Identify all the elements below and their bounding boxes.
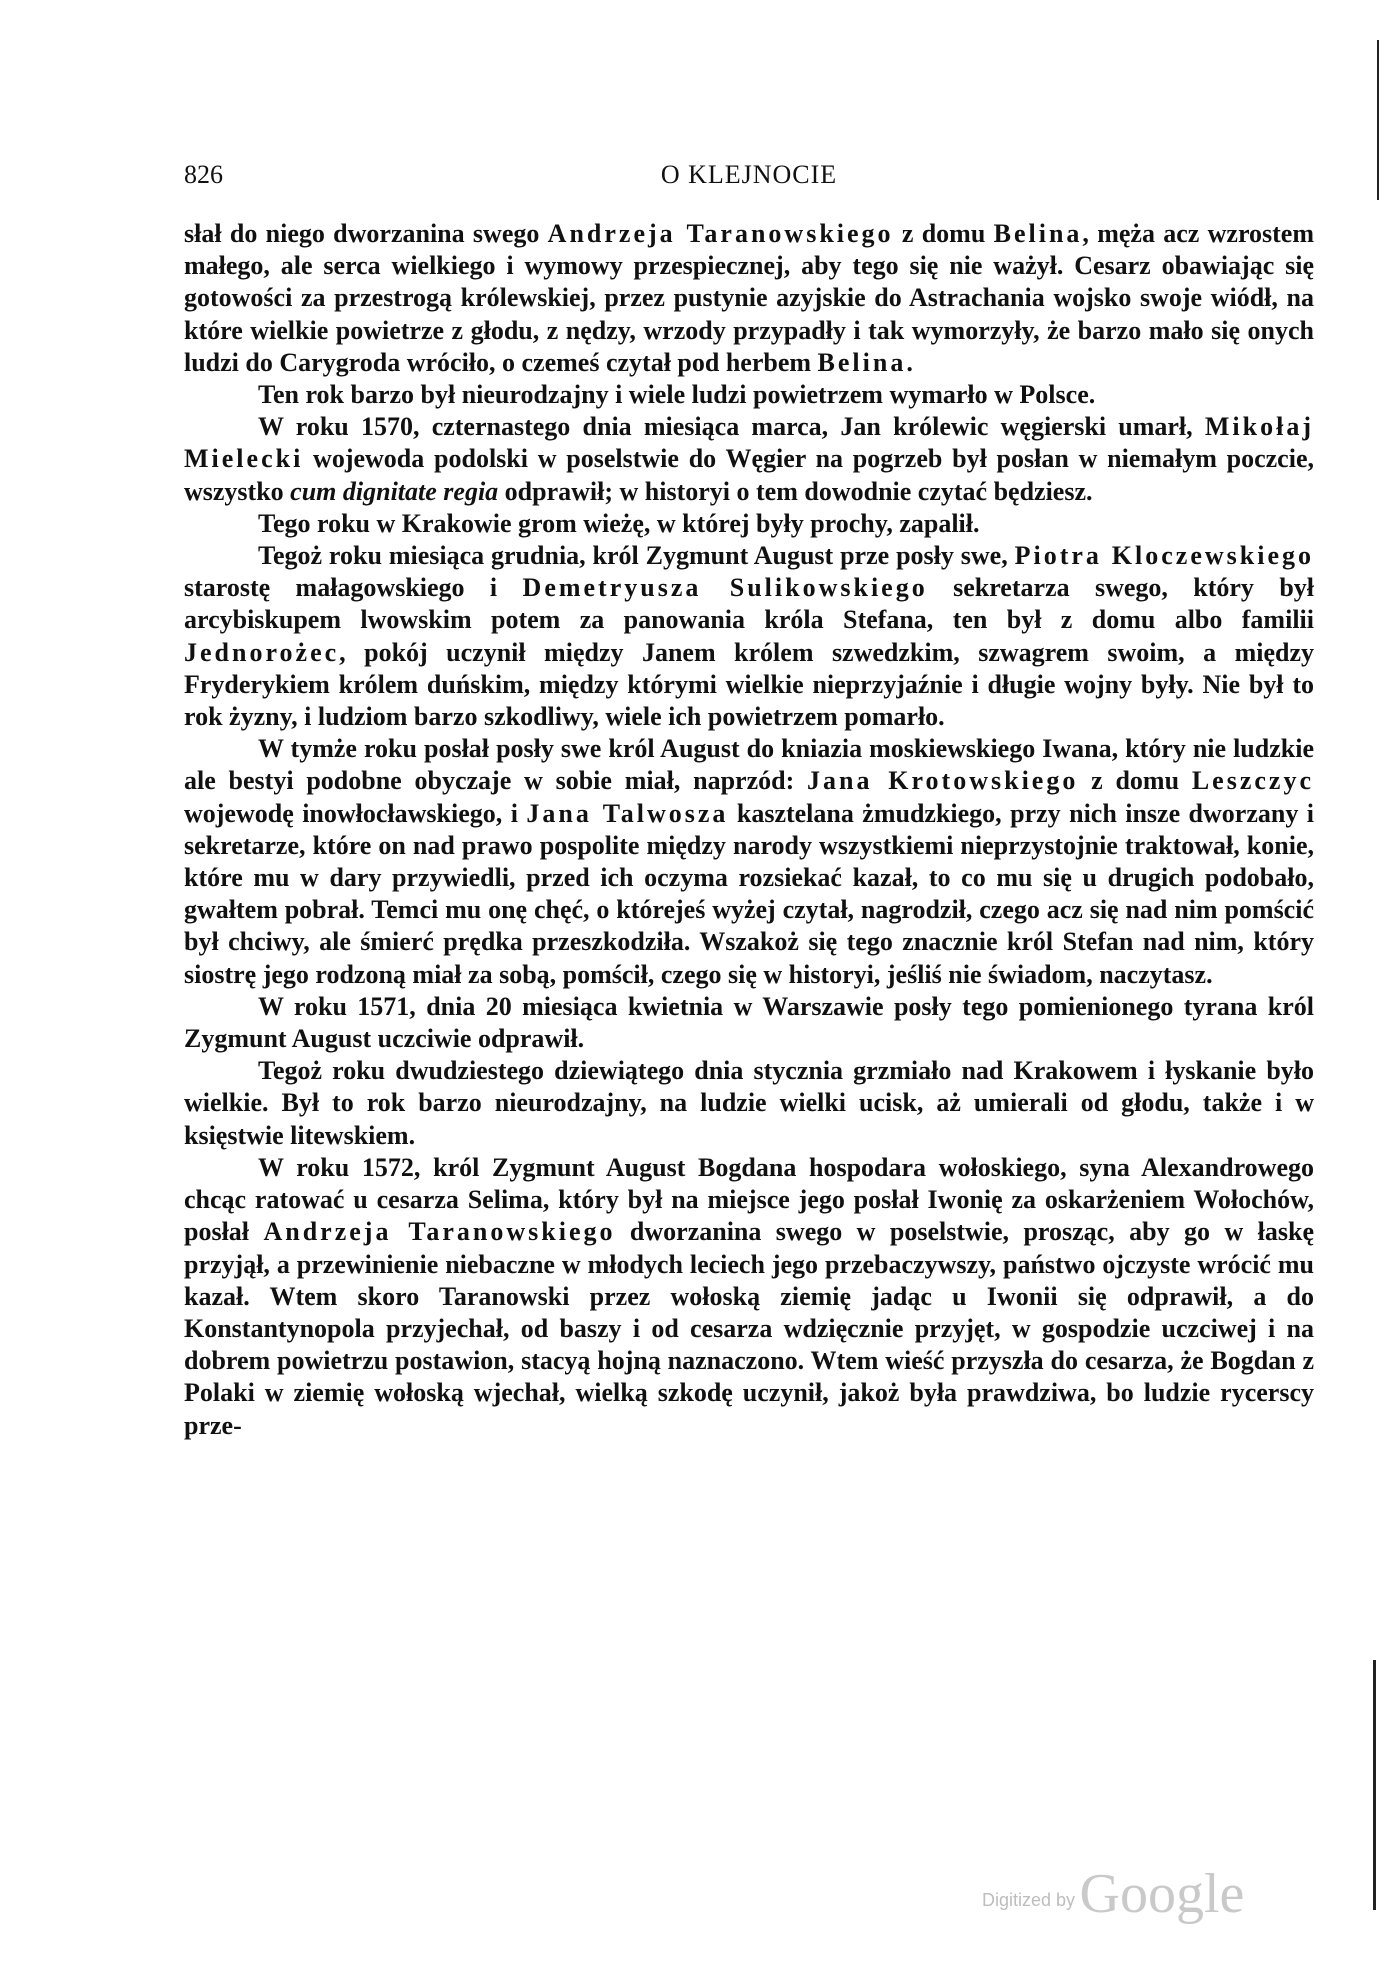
- paragraph: [184, 733, 1314, 991]
- digitized-by-watermark: [982, 1862, 1244, 1926]
- paragraph: [184, 379, 1314, 411]
- right-edge-mark-top: [1377, 40, 1379, 200]
- text-run: , męża acz wzrostem małego, ale serca wielkiego i wymowy przespiecznej, aby tego się nie ważył. Cesarz obawiając się gotowości za przestrogą królewskiej, przez pustynie azyjskie do Astrachania wojsko swoje wiódł, na które wielkie powietrze z głodu, z nędzy, wrzody przypadły i tak wymorzyły, że barzo mało się onych ludzi do Carygroda wróciło, o czemeś czytał pod herbem: [184, 219, 1314, 377]
- text-run: sekretarza swego, który był arcybiskupem lwowskim potem za panowania króla Stefana, ten był z domu albo familii: [184, 573, 1315, 635]
- right-edge-mark-bottom: [1373, 1660, 1376, 1910]
- body-text: [184, 218, 1314, 1442]
- spaced-name: Mikołaj Mielecki: [184, 412, 1314, 474]
- paragraph: [184, 508, 1314, 540]
- text-run: W roku 1572, król Zygmunt August Bogdana hospodara wołoskiego, syna Alexandrowego chcąc ratować u cesarza Selima, który był na miejsce jego posłał Iwonię za oskarżeniem Wołochów, posłał: [184, 1152, 1314, 1247]
- text-run: .: [906, 347, 913, 377]
- text-run: W tymże roku posłał posły swe król August do kniazia moskiewskiego Iwana, który nie ludzkie ale bestyi podobne obyczaje w sobie miał, naprzód:: [184, 734, 1314, 796]
- page-number: 826: [184, 160, 223, 189]
- text-run: dworzanina swego w poselstwie, prosząc, aby go w łaskę przyjął, a przewinienie niebaczne w młodych leciech jego przebaczywszy, państwo ojczyste wrócić mu kazał. Wtem skoro Taranowski przez wołoską ziemię jadąc u Iwonii się odprawił, a do Konstantynopola przyjechał, od baszy i od cesarza wdzięcznie przyjęt, w gospodzie uczciwej i na dobrem powietrzu postawion, stacyą hojną naznaczono. Wtem wieść przyszła do cesarza, że Bogdan z Polaki w ziemię wołoską wjechał, wielką szkodę uczynił, jakoż była prawdziwa, bo ludzie rycerscy prze-: [184, 1217, 1315, 1440]
- text-run: Tegoż roku dwudziestego dziewiątego dnia stycznia grzmiało nad Krakowem i łyskanie było wielkie. Był to rok barzo nieurodzajny, na ludzie wielki ucisk, aż umierali od głodu, także i w księstwie litewskiem.: [184, 1056, 1314, 1150]
- spaced-name: Andrzeja Taranowskiego: [263, 1217, 616, 1247]
- paragraph: [184, 991, 1314, 1055]
- spaced-name: Demetryusza Sulikowskiego: [522, 573, 928, 603]
- text-run: z domu: [893, 219, 994, 248]
- text-run: starostę małagowskiego i: [184, 573, 523, 603]
- google-logo: Google: [1079, 1863, 1245, 1925]
- text-run: W roku 1570, czternastego dnia miesiąca marca, Jan królewic węgierski umarł,: [258, 412, 1205, 442]
- text-run: Tego roku w Krakowie grom wieżę, w której były prochy, zapalił.: [258, 508, 980, 538]
- paragraph: [184, 411, 1314, 508]
- running-title: O KLEJNOCIE: [660, 160, 838, 189]
- digitized-by-label: Digitized by: [982, 1890, 1076, 1910]
- paragraph: [184, 540, 1314, 733]
- text-run: kasztelana żmudzkiego, przy nich insze dworzany i sekretarze, które on nad prawo pospolite między narody wszystkiemi nieprzystojnie traktował, konie, które mu w dary przywiedli, przed ich oczyma rozsiekać kazał, to co mu się u drugich podobało, gwałtem pobrał. Temci mu onę chęć, o którejeś wyżej czytał, nagrodził, czego acz się nad nim pomścić był chciwy, ale śmierć prędka przeszkodziła. Wszakoż się tego znacznie król Stefan nad nim, który siostrę jego rodzoną miał za sobą, pomścił, czego się w historyi, jeśliś nie świadom, naczytasz.: [184, 798, 1314, 989]
- italic-phrase: cum dignitate regia: [290, 476, 499, 506]
- running-header: [184, 160, 1314, 200]
- spaced-name: Jednorożec: [184, 637, 340, 667]
- spaced-name: Belina: [993, 219, 1083, 248]
- text-run: Tegoż roku miesiąca grudnia, król Zygmunt August prze posły swe,: [258, 541, 1015, 571]
- spaced-name: Andrzeja Taranowskiego: [547, 219, 894, 248]
- text-run: , pokój uczynił między Janem królem szwedzkim, szwagrem swoim, a między Fryderykiem królem duńskim, między którymi wielkie nieprzyjaźnie i długie wojny były. Nie był to rok żyzny, i ludziom barzo szkodliwy, wiele ich powietrzem pomarło.: [184, 637, 1314, 732]
- text-run: z domu: [1078, 766, 1192, 796]
- spaced-name: Jana Krotowskiego: [807, 766, 1079, 796]
- spaced-name: Jana Talwosza: [526, 798, 729, 828]
- spaced-name: Leszczyc: [1191, 766, 1314, 796]
- paragraph: [184, 1055, 1314, 1152]
- text-run: wojewodę inowłocławskiego, i: [184, 798, 527, 828]
- spaced-name: Piotra Kloczewskiego: [1014, 541, 1314, 571]
- text-run: odprawił; w historyi o tem dowodnie czytać będziesz.: [498, 476, 1093, 506]
- paragraph: [184, 1152, 1314, 1442]
- paragraph: [184, 218, 1314, 379]
- text-run: W roku 1571, dnia 20 miesiąca kwietnia w Warszawie posły tego pomienionego tyrana król Zygmunt August uczciwie odprawił.: [184, 991, 1314, 1054]
- text-run: Ten rok barzo był nieurodzajny i wiele ludzi powietrzem wymarło w Polsce.: [258, 380, 1096, 410]
- spaced-name: Belina: [817, 347, 907, 377]
- text-run: słał do niego dworzanina swego: [184, 219, 548, 248]
- text-run: wojewoda podolski w poselstwie do Węgier na pogrzeb był posłan w niemałym poczcie, wszystko: [184, 444, 1314, 506]
